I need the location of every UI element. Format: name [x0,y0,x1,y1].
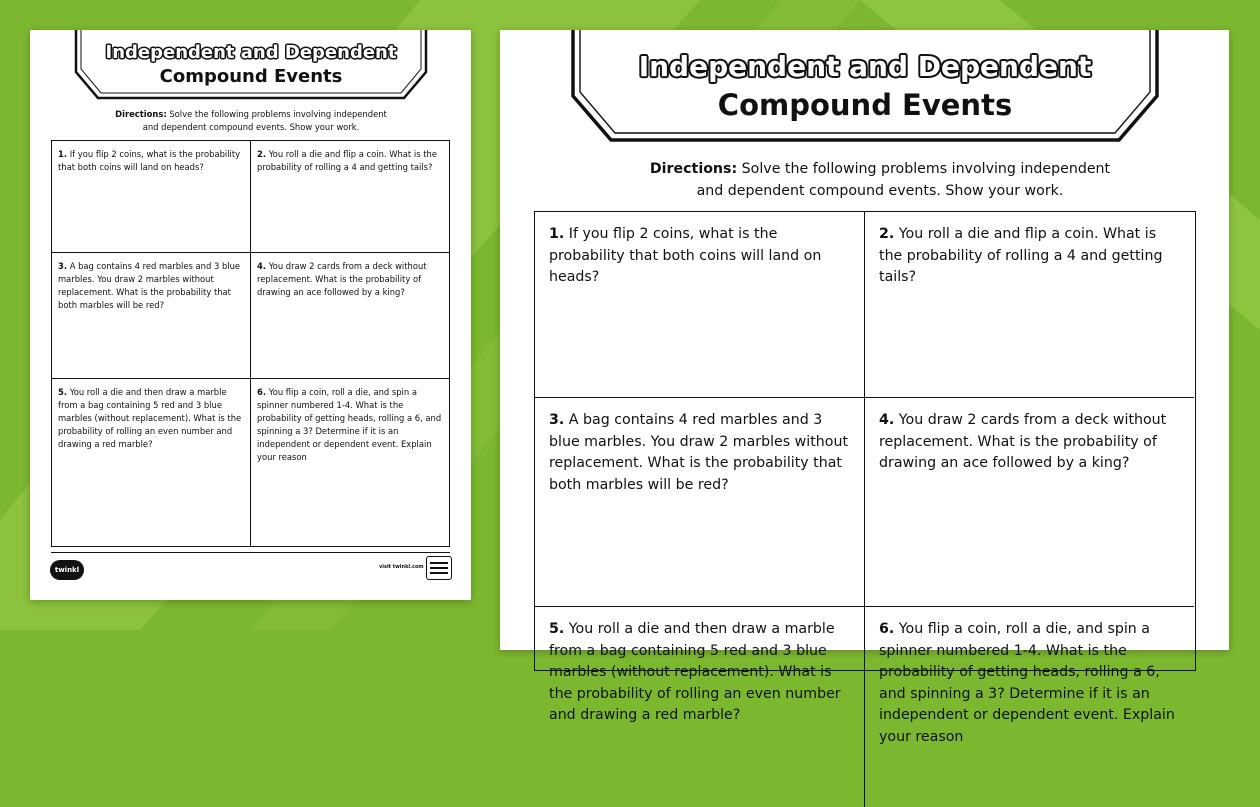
question-text: A bag contains 4 red marbles and 3 blue marbles. You draw 2 marbles without replacement. What is the probability that both marbles will be red? [58,261,241,310]
question-text: You roll a die and flip a coin. What is the probability of rolling a 4 and getting tails? [257,149,437,172]
question-text: You draw 2 cards from a deck without replacement. What is the probability of drawing an ace followed by a king? [257,261,427,297]
question-text: A bag contains 4 red marbles and 3 blue marbles. You draw 2 marbles without replacement. What is the probability that both marbles will be red? [549,412,849,493]
footer-divider [51,552,450,553]
directions-text [620,158,1140,202]
question-cell-4: 4. You draw 2 cards from a deck without replacement. What is the probability of drawing an ace followed by a king? [251,253,449,379]
visit-link-text: visit twinkl.com [379,564,424,570]
question-cell-4: 4. You draw 2 cards from a deck without replacement. What is the probability of drawing an ace followed by a king? [865,398,1194,607]
question-cell-2: 2. You roll a die and flip a coin. What is the probability of rolling a 4 and getting tails? [865,212,1194,398]
directions-line2: and dependent compound events. Show your work. [696,183,1064,199]
worksheet-preview-large [500,30,1229,745]
question-grid [534,211,1196,745]
title-banner [74,30,428,102]
twinkl-logo: twinkl [50,560,84,580]
directions-line1: Solve the following problems involving independent [741,161,1111,177]
question-cell-6: 6. You flip a coin, roll a die, and spin a spinner numbered 1-4. What is the probability of getting heads, rolling a 6, and spinning a 3? Determine if it is an independent or dependent event. Explain your reason [257,387,442,462]
directions-line1: Solve the following problems involving independent [169,109,387,119]
question-cell-5: 5. You roll a die and then draw a marble from a bag containing 5 red and 3 blue marbles (without replacement). What is the probability of rolling an even number and drawing a red marble? [52,379,251,546]
question-text: You draw 2 cards from a deck without replacement. What is the probability of drawing an ace followed by a king? [879,412,1167,472]
question-text: You roll a die and then draw a marble from a bag containing 5 red and 3 blue marbles (without replacement). What is the probability of rolling an even number and drawing a red marble? [58,387,242,449]
worksheet-title-line2: Compound Events [717,88,1013,122]
question-cell-3: 3. A bag contains 4 red marbles and 3 blue marbles. You draw 2 marbles without replacement. What is the probability that both marbles will be red? [52,253,251,379]
question-text: You flip a coin, roll a die, and spin a spinner numbered 1-4. What is the probability of getting heads, rolling a 6, and spinning a 3? Determine if it is an independent or dependent event. Explain your reason [879,621,1175,745]
question-cell-6: 6. You flip a coin, roll a die, and spin a spinner numbered 1-4. What is the probability of getting heads, rolling a 6, and spinning a 3? Determine if it is an independent or dependent event. Explain your reason [879,621,1175,745]
worksheet-title-line1: Independent and Dependent [638,50,1092,83]
question-cell-5: 5. You roll a die and then draw a marble from a bag containing 5 red and 3 blue marbles (without replacement). What is the probability of rolling an even number and drawing a red marble? [535,607,865,807]
worksheet-title-line2: Compound Events [159,66,343,87]
directions-label: Directions: [115,109,167,119]
question-grid [51,140,450,547]
directions-line2: and dependent compound events. Show your work. [142,122,360,132]
worksheet-preview-small [30,30,471,600]
question-cell-1: 1. If you flip 2 coins, what is the probability that both coins will land on heads? [535,212,865,398]
question-text: You flip a coin, roll a die, and spin a spinner numbered 1-4. What is the probability of getting heads, rolling a 6, and spinning a 3? Determine if it is an independent or dependent event. Explain your reason [257,387,442,462]
directions-text [90,108,412,134]
question-text: If you flip 2 coins, what is the probability that both coins will land on heads? [549,226,822,286]
question-cell-2: 2. You roll a die and flip a coin. What is the probability of rolling a 4 and getting tails? [251,141,449,253]
question-cell-1: 1. If you flip 2 coins, what is the probability that both coins will land on heads? [52,141,251,253]
directions-label: Directions: [649,161,738,177]
worksheet-title-line1: Independent and Dependent [105,42,397,63]
quality-badge-icon [426,556,452,580]
question-text: You roll a die and flip a coin. What is the probability of rolling a 4 and getting tails? [879,226,1163,286]
title-banner [571,30,1159,144]
question-cell-3: 3. A bag contains 4 red marbles and 3 blue marbles. You draw 2 marbles without replacement. What is the probability that both marbles will be red? [535,398,865,607]
question-text: If you flip 2 coins, what is the probability that both coins will land on heads? [58,149,241,172]
question-text: You roll a die and then draw a marble from a bag containing 5 red and 3 blue marbles (without replacement). What is the probability of rolling an even number and drawing a red marble? [549,621,841,724]
